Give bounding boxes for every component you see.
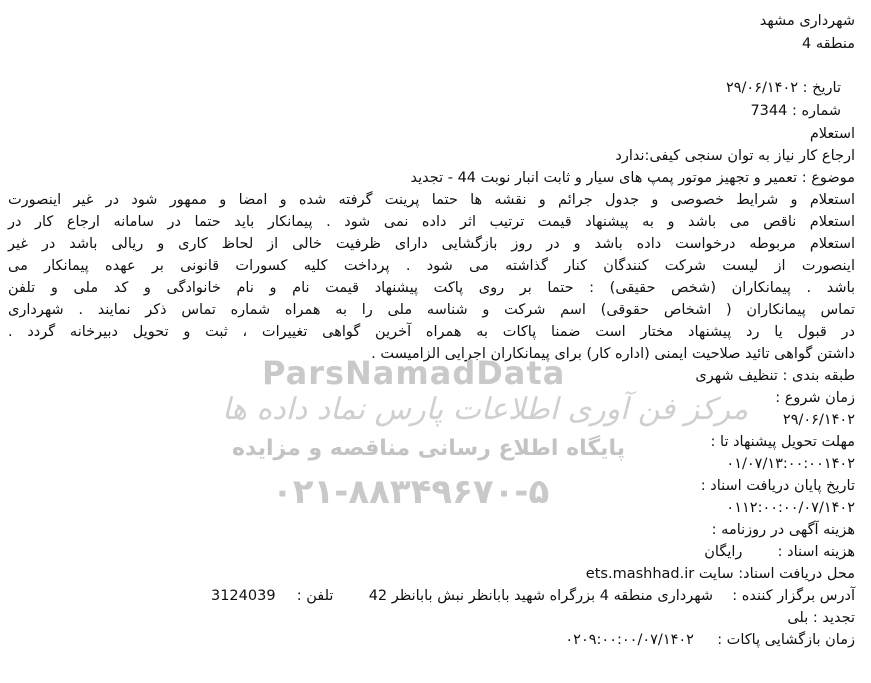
- phone-label: تلفن :: [296, 588, 334, 604]
- address-label: آدرس برگزار کننده :: [732, 588, 855, 604]
- body-line: تماس پیمانکاران ( اشخاص حقوقی) اسم شرکت و شناسه ملی را به همراه شماره تماس ذکر نمایند . شهرداری: [8, 302, 855, 318]
- phone-value: 3124039: [210, 588, 276, 604]
- opening-label: زمان بازگشایی پاکات :: [717, 632, 855, 648]
- body-line: استعلام و شرایط خصوصی و جدول جرائم و نقشه ها حتما پرینت گرفته شده و امضا و ممهور شود در غیر اینصورت: [8, 192, 855, 208]
- date-row: [8, 78, 841, 98]
- doc-cost-label: هزینه اسناد :: [777, 544, 855, 560]
- ad-cost-line: هزینه آگهی در روزنامه :: [711, 522, 855, 538]
- deadline-label: مهلت تحویل پیشنهاد تا :: [710, 434, 855, 450]
- org-name: شهرداری مشهد: [759, 13, 855, 29]
- doc-end-value: ۰۱۱۲:۰۰:۰۰/۰۷/۱۴۰۲: [726, 500, 855, 516]
- opening-row: [8, 630, 855, 650]
- address-value: شهرداری منطقه 4 بزرگراه شهید بابانظر نبش بابانظر 42: [368, 588, 714, 604]
- opening-value: ۰۲۰۹:۰۰:۰۰/۰۷/۱۴۰۲: [565, 632, 694, 648]
- address-row: [8, 586, 855, 606]
- category-line: طبقه بندی : تنظیف شهری: [695, 368, 855, 384]
- deadline-value: ۰۱/۰۷/۱۳:۰۰:۰۰۱۴۰۲: [726, 456, 855, 472]
- body-line: باشد . پیمانکاران (شخص حقیقی) : حتما بر روی پاکت پیشنهاد قیمت نام و نام خانوادگی و کد ملی و تلفن: [8, 280, 855, 296]
- start-value: ۲۹/۰۶/۱۴۰۲: [782, 412, 855, 428]
- subject-line: موضوع : تعمیر و تجهیز موتور پمپ های سیار و ثابت انبار نوبت 44 - تجدید: [410, 170, 855, 186]
- body-line: در قبول یا رد پیشنهاد مختار است ضمنا پاکات به همراه آخرین گواهی تغییرات ، ثبت و تحویل دبیرخانه گردد .: [8, 324, 855, 340]
- body-line: داشتن گواهی تائید صلاحیت ایمنی (اداره کار) برای پیمانکاران اجرایی الزامیست .: [371, 346, 855, 362]
- watermark-line1: مرکز فن آوری اطلاعات پارس نماد داده ها: [222, 392, 749, 427]
- doc-end-label: تاریخ پایان دریافت اسناد :: [700, 478, 855, 494]
- watermark-brand: ParsNamadData: [262, 354, 566, 392]
- site-row: [8, 564, 855, 584]
- doc-cost-value: رایگان: [704, 544, 743, 560]
- date-value: ۲۹/۰۶/۱۴۰۲: [725, 80, 799, 96]
- number-row: [8, 101, 841, 121]
- body-line: استعلام مربوطه درخواست داده باشد و در روز بازگشایی دارای ظرفیت خالی از لحاظ کاری و ریالی باشد در غیر: [8, 236, 855, 252]
- watermark-phone: ۰۲۱-۸۸۳۴۹۶۷۰-۵: [272, 472, 550, 512]
- site-link[interactable]: ets.mashhad.ir: [585, 566, 695, 582]
- doc-cost-row: [8, 542, 855, 562]
- body-line: اینصورت از لیست شرکت کنندگان کنار گذاشته می شود . پرداخت کلیه کسورات قانونی بر عهده پیمانکار می: [8, 258, 855, 274]
- number-value: 7344: [750, 103, 788, 119]
- body-line: استعلام ناقص می باشد و به پیشنهاد قیمت ترتیب اثر داده نمی شود . پیمانکار باید حتما در سامانه ارجاع کار در: [8, 214, 855, 230]
- start-label: زمان شروع :: [775, 390, 855, 406]
- renewal-line: تجدید : بلی: [787, 610, 855, 626]
- watermark-line2: پایگاه اطلاع رسانی مناقصه و مزایده: [232, 436, 625, 461]
- referral-line: ارجاع کار نیاز به توان سنجی کیفی:ندارد: [615, 148, 855, 164]
- number-label: شماره :: [791, 103, 841, 119]
- date-label: تاریخ :: [802, 80, 841, 96]
- doc-title: استعلام: [809, 126, 855, 142]
- district-name: منطقه 4: [802, 36, 855, 52]
- site-label: محل دریافت اسناد: سایت: [698, 566, 855, 582]
